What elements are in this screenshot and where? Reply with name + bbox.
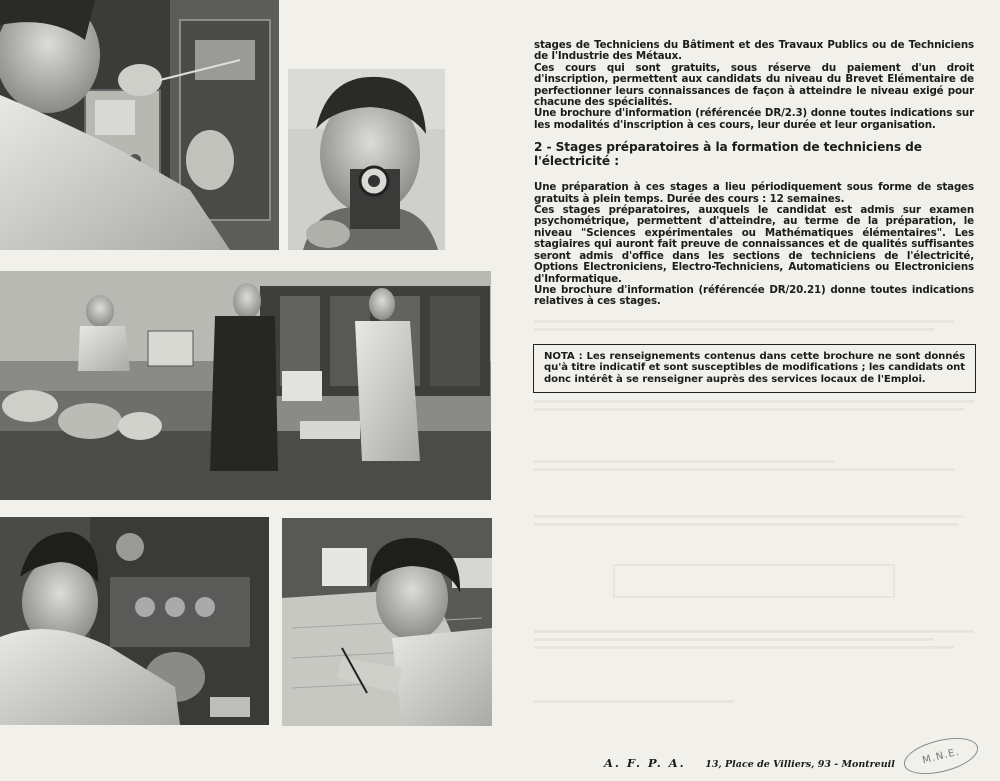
photo-technician-oscilloscope [0, 0, 279, 250]
photo-student-equipment [0, 517, 269, 725]
photo-woman-drafting [282, 518, 492, 726]
nota-box [533, 344, 976, 393]
footer-address: 13, Place de Villiers, 93 - Montreuil [705, 759, 895, 770]
paragraph: Une préparation à ces stages a lieu périodiquement sous forme de stages gratuits à plein temps. Durée des cours : 12 semaines. [534, 181, 974, 205]
paragraph: Ces cours qui sont gratuits, sous réserve du paiement d'un droit d'inscription, permettent aux candidats du niveau du Brevet Elémentaire de perfectionner leurs connaissances de façon à atteindre le niveau exigé pour chacune des spécialités. [534, 61, 974, 109]
photo-electrical-lab [0, 271, 491, 500]
nota-text: NOTA : Les renseignements contenus dans cette brochure ne sont donnés qu'à titre indicatif et sont susceptibles de modifications ; les candidats ont donc intérêt à se renseigner auprès des services locaux de l'Emploi. [544, 351, 965, 385]
footer [604, 752, 895, 771]
footer-org: A. F. P. A. [604, 756, 686, 770]
section-heading: 2 - Stages préparatoires à la formation de techniciens de l'électricité : [534, 140, 922, 169]
paragraph: Ces stages préparatoires, auxquels le candidat est admis sur examen psychométrique, permettent d'atteindre, au terme de la préparation, le niveau "Sciences expérimentales ou Mathématiques élémentaires". Les stagiaires qui auront fait preuve de connaissances et de qualités suffisantes seront admis d'office dans les sections de techniciens de l'électricité, Options Electroniciens, Electro-Techniciens, Automaticiens ou Electroniciens d'Informatique. [534, 204, 974, 285]
paragraph: Une brochure d'information (référencée DR/2.3) donne toutes indications sur les modalités d'inscription à ces cours, leur durée et leur organisation. [534, 107, 974, 131]
photo-surveyor-theodolite [288, 69, 445, 250]
right-page-text [534, 40, 974, 308]
paragraph: stages de Techniciens du Bâtiment et des Travaux Publics ou de Techniciens de l'Industrie des Métaux. [534, 39, 974, 63]
stamp-text: M.N.E. [921, 746, 961, 766]
paragraph: Une brochure d'information (référencée DR/20.21) donne toutes indications relatives à ces stages. [534, 283, 974, 308]
